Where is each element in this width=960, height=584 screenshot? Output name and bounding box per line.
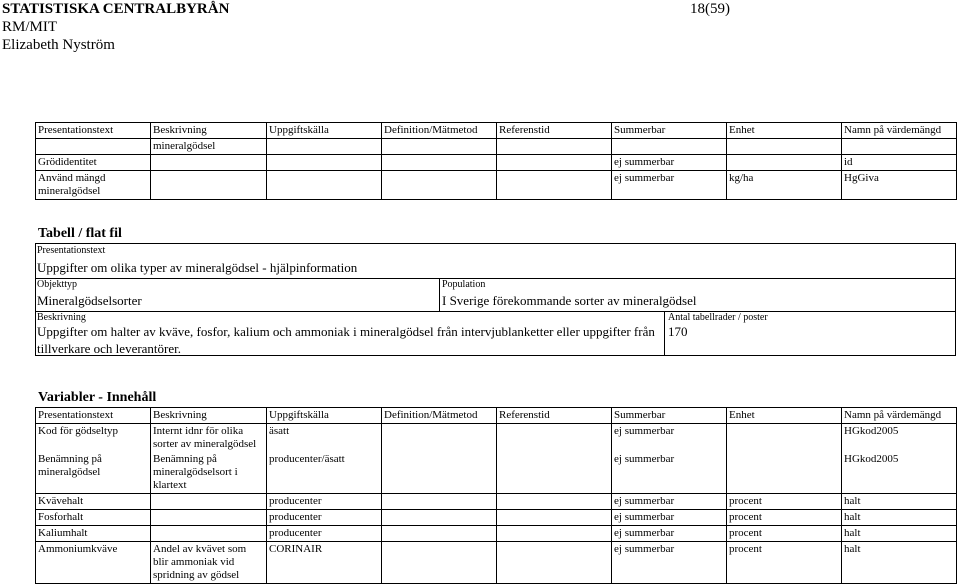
table-cell: Använd mängd mineralgödsel (36, 171, 151, 200)
table-row (36, 139, 957, 155)
table-cell: producenter (267, 510, 382, 526)
table-cell: ej summerbar (612, 424, 727, 453)
variables-table-continued (35, 122, 957, 200)
antal-label: Antal tabellrader / poster (668, 312, 768, 323)
objekttyp-label: Objekttyp (37, 279, 77, 290)
table-header-row (36, 123, 957, 139)
table-cell: ej summerbar (612, 494, 727, 510)
presentationstext-label: Presentationstext (37, 245, 106, 256)
table-cell (842, 139, 957, 155)
population-label: Population (442, 279, 486, 290)
page-number: 18(59) (690, 1, 730, 17)
table-row (36, 171, 957, 200)
table-cell (382, 494, 497, 510)
table-cell (267, 139, 382, 155)
table-cell (382, 155, 497, 171)
table-cell: ej summerbar (612, 542, 727, 584)
table-cell: Benämning på mineralgödselsort i klartext (151, 452, 267, 494)
column-header: Referenstid (497, 123, 612, 139)
objekttyp-value: Mineralgödselsorter (37, 293, 142, 308)
table-cell: Fosforhalt (36, 510, 151, 526)
table-cell (151, 155, 267, 171)
table-cell (382, 526, 497, 542)
table-cell: Kvävehalt (36, 494, 151, 510)
column-header: Uppgiftskälla (267, 408, 382, 424)
table-cell (382, 424, 497, 453)
table-cell (497, 171, 612, 200)
table-cell: halt (842, 542, 957, 584)
table-row (36, 526, 957, 542)
table-cell (497, 424, 612, 453)
divider (36, 311, 955, 312)
table-cell (382, 171, 497, 200)
table-cell: procent (727, 510, 842, 526)
beskrivning-label: Beskrivning (37, 312, 86, 323)
table-cell: Benämning på mineralgödsel (36, 452, 151, 494)
table-cell: mineralgödsel (151, 139, 267, 155)
table-cell: procent (727, 542, 842, 584)
divider (439, 278, 440, 311)
table-cell (497, 139, 612, 155)
column-header: Presentationstext (36, 123, 151, 139)
table-cell: id (842, 155, 957, 171)
table-row (36, 542, 957, 584)
table-cell: CORINAIR (267, 542, 382, 584)
table-cell (151, 510, 267, 526)
table-cell (497, 542, 612, 584)
divider (36, 278, 955, 279)
table-cell (151, 526, 267, 542)
table-cell: ej summerbar (612, 526, 727, 542)
table-cell: HGkod2005 (842, 424, 957, 453)
column-header: Namn på värdemängd (842, 123, 957, 139)
table-cell: Andel av kvävet som blir ammoniak vid spridning av gödsel (151, 542, 267, 584)
table-cell: HgGiva (842, 171, 957, 200)
table-cell: ej summerbar (612, 452, 727, 494)
table-cell (727, 155, 842, 171)
presentationstext-value: Uppgifter om olika typer av mineralgödsel - hjälpinformation (37, 260, 358, 275)
department: RM/MIT (2, 19, 58, 35)
column-header: Referenstid (497, 408, 612, 424)
table-cell: halt (842, 510, 957, 526)
table-cell: ej summerbar (612, 510, 727, 526)
table-cell: procent (727, 526, 842, 542)
population-value: I Sverige förekommande sorter av mineralgödsel (442, 293, 697, 308)
table-cell: Ammoniumkväve (36, 542, 151, 584)
divider (664, 311, 665, 356)
table-cell (497, 452, 612, 494)
column-header: Definition/Mätmetod (382, 123, 497, 139)
beskrivning-value: Uppgifter om halter av kväve, fosfor, kalium och ammoniak i mineralgödsel från intervjublanketter eller uppgifter från tillverkare och leverantörer. (37, 324, 655, 356)
author-name: Elizabeth Nyström (2, 37, 115, 53)
table-cell (382, 510, 497, 526)
table-row (36, 494, 957, 510)
column-header: Summerbar (612, 123, 727, 139)
table-cell: ej summerbar (612, 171, 727, 200)
table-cell (727, 139, 842, 155)
table-cell: producenter (267, 526, 382, 542)
table-cell (382, 452, 497, 494)
column-header: Summerbar (612, 408, 727, 424)
table-cell: Internt idnr för olika sorter av mineralgödsel (151, 424, 267, 453)
column-header: Presentationstext (36, 408, 151, 424)
table-cell: Grödidentitet (36, 155, 151, 171)
table-cell: Kod för gödseltyp (36, 424, 151, 453)
column-header: Beskrivning (151, 123, 267, 139)
section-title-variabler: Variabler - Innehåll (38, 390, 157, 405)
table-cell: procent (727, 494, 842, 510)
table-cell (382, 542, 497, 584)
table-row (36, 510, 957, 526)
column-header: Enhet (727, 408, 842, 424)
table-cell (267, 155, 382, 171)
antal-value: 170 (668, 324, 688, 339)
table-cell: kg/ha (727, 171, 842, 200)
table-cell (727, 452, 842, 494)
table-cell (612, 139, 727, 155)
table-row (36, 424, 957, 453)
table-cell (497, 510, 612, 526)
table-cell (151, 171, 267, 200)
table-info-box (35, 243, 956, 356)
table-cell: äsatt (267, 424, 382, 453)
column-header: Uppgiftskälla (267, 123, 382, 139)
column-header: Namn på värdemängd (842, 408, 957, 424)
column-header: Enhet (727, 123, 842, 139)
document-header (2, 0, 229, 54)
table-cell: halt (842, 494, 957, 510)
column-header: Beskrivning (151, 408, 267, 424)
column-header: Definition/Mätmetod (382, 408, 497, 424)
variables-table (35, 407, 957, 584)
table-cell: halt (842, 526, 957, 542)
section-title-tabell: Tabell / flat fil (38, 226, 122, 241)
table-cell: HGkod2005 (842, 452, 957, 494)
table-cell (267, 171, 382, 200)
table-cell (497, 494, 612, 510)
table-cell (727, 424, 842, 453)
table-row (36, 452, 957, 494)
table-cell (497, 155, 612, 171)
table-row (36, 155, 957, 171)
table-header-row (36, 408, 957, 424)
table-cell (382, 139, 497, 155)
table-cell (36, 139, 151, 155)
table-cell: producenter (267, 494, 382, 510)
table-cell: Kaliumhalt (36, 526, 151, 542)
organization-name: STATISTISKA CENTRALBYRÅN (2, 1, 230, 17)
table-cell (497, 526, 612, 542)
table-cell: ej summerbar (612, 155, 727, 171)
table-cell (151, 494, 267, 510)
table-cell: producenter/äsatt (267, 452, 382, 494)
